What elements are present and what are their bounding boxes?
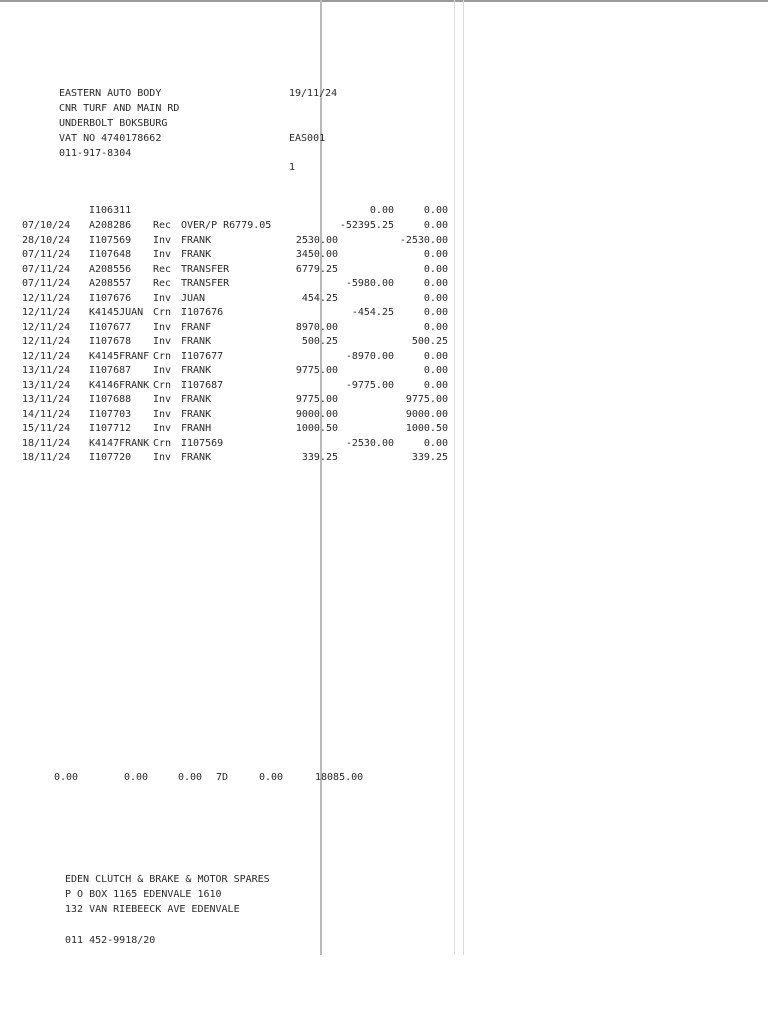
customer-name: EASTERN AUTO BODY	[59, 88, 162, 99]
row-type: Crn	[153, 438, 172, 449]
aging-60-days: 0.00	[178, 772, 203, 783]
row-type: Crn	[153, 307, 172, 318]
row-credit-amount: -9775.00	[345, 380, 394, 391]
row-date: 28/10/24	[22, 235, 71, 246]
row-balance: 0.00	[423, 220, 448, 231]
row-description: FRANK	[181, 336, 212, 347]
customer-vat-number: VAT NO 4740178662	[59, 133, 162, 144]
row-balance: 0.00	[423, 365, 448, 376]
row-reference: A208556	[89, 264, 132, 275]
row-date: 18/11/24	[22, 438, 71, 449]
row-type: Inv	[153, 409, 172, 420]
row-description: FRANK	[181, 249, 212, 260]
row-date: 12/11/24	[22, 351, 71, 362]
row-credit-amount: -5980.00	[345, 278, 394, 289]
row-type: Crn	[153, 380, 172, 391]
opening-amount: 0.00	[369, 205, 394, 216]
row-reference: K4146FRANK	[89, 380, 150, 391]
row-reference: A208557	[89, 278, 132, 289]
row-balance: 9000.00	[405, 409, 448, 420]
row-credit-amount: -2530.00	[345, 438, 394, 449]
row-date: 12/11/24	[22, 336, 71, 347]
row-description: JUAN	[181, 293, 206, 304]
aging-90-days: 0.00	[259, 772, 284, 783]
row-type: Inv	[153, 322, 172, 333]
scan-top-edge	[0, 0, 768, 2]
statement-date: 19/11/24	[289, 88, 338, 99]
row-description: FRANK	[181, 365, 212, 376]
row-description: I107676	[181, 307, 224, 318]
row-balance: 0.00	[423, 293, 448, 304]
row-reference: I107720	[89, 452, 132, 463]
row-type: Inv	[153, 336, 172, 347]
row-date: 13/11/24	[22, 394, 71, 405]
row-description: FRANH	[181, 423, 212, 434]
row-balance: 0.00	[423, 249, 448, 260]
row-type: Rec	[153, 278, 172, 289]
row-balance: 0.00	[423, 351, 448, 362]
row-balance: 0.00	[423, 307, 448, 318]
aging-days-label: 7D	[216, 772, 229, 783]
customer-address-line-1: CNR TURF AND MAIN RD	[59, 103, 180, 114]
row-type: Rec	[153, 220, 172, 231]
row-balance: 0.00	[423, 322, 448, 333]
customer-phone: 011-917-8304	[59, 148, 132, 159]
row-reference: K4145FRANF	[89, 351, 150, 362]
row-type: Crn	[153, 351, 172, 362]
row-description: FRANF	[181, 322, 212, 333]
row-balance: 0.00	[423, 278, 448, 289]
row-reference: K4147FRANK	[89, 438, 150, 449]
row-balance: 0.00	[423, 264, 448, 275]
row-date: 07/11/24	[22, 249, 71, 260]
row-date: 13/11/24	[22, 380, 71, 391]
row-date: 15/11/24	[22, 423, 71, 434]
aging-current: 0.00	[54, 772, 79, 783]
row-debit-amount: 500.25	[301, 336, 338, 347]
row-date: 07/11/24	[22, 264, 71, 275]
row-type: Inv	[153, 452, 172, 463]
row-debit-amount: 6779.25	[295, 264, 338, 275]
row-date: 12/11/24	[22, 307, 71, 318]
row-description: I107677	[181, 351, 224, 362]
aging-30-days: 0.00	[124, 772, 149, 783]
row-debit-amount: 8970.00	[295, 322, 338, 333]
row-description: I107569	[181, 438, 224, 449]
row-credit-amount: -52395.25	[339, 220, 394, 231]
row-type: Inv	[153, 293, 172, 304]
row-reference: I107648	[89, 249, 132, 260]
row-description: FRANK	[181, 394, 212, 405]
supplier-postal-address: P O BOX 1165 EDENVALE 1610	[65, 889, 222, 900]
row-reference: I107677	[89, 322, 132, 333]
row-balance: -2530.00	[399, 235, 448, 246]
row-credit-amount: -8970.00	[345, 351, 394, 362]
row-balance: 500.25	[411, 336, 448, 347]
scan-vertical-line-faint	[463, 0, 464, 955]
row-type: Inv	[153, 365, 172, 376]
customer-address-line-2: UNDERBOLT BOKSBURG	[59, 118, 168, 129]
account-number: EAS001	[289, 133, 326, 144]
row-reference: I107676	[89, 293, 132, 304]
row-date: 07/11/24	[22, 278, 71, 289]
page-number: 1	[289, 162, 296, 173]
row-reference: K4145JUAN	[89, 307, 144, 318]
row-date: 12/11/24	[22, 322, 71, 333]
amount-due-total: 18085.00	[315, 772, 364, 783]
supplier-name: EDEN CLUTCH & BRAKE & MOTOR SPARES	[65, 874, 270, 885]
row-balance: 0.00	[423, 438, 448, 449]
row-date: 13/11/24	[22, 365, 71, 376]
row-debit-amount: 9775.00	[295, 394, 338, 405]
row-debit-amount: 454.25	[301, 293, 338, 304]
row-type: Inv	[153, 249, 172, 260]
row-description: I107687	[181, 380, 224, 391]
row-description: FRANK	[181, 452, 212, 463]
row-debit-amount: 9000.00	[295, 409, 338, 420]
scan-vertical-line-faint	[454, 0, 455, 955]
row-debit-amount: 339.25	[301, 452, 338, 463]
row-credit-amount: -454.25	[351, 307, 394, 318]
row-balance: 9775.00	[405, 394, 448, 405]
supplier-street-address: 132 VAN RIEBEECK AVE EDENVALE	[65, 904, 240, 915]
row-type: Inv	[153, 423, 172, 434]
row-debit-amount: 1000.50	[295, 423, 338, 434]
row-description: TRANSFER	[181, 278, 230, 289]
row-balance: 339.25	[411, 452, 448, 463]
row-date: 07/10/24	[22, 220, 71, 231]
row-reference: I107703	[89, 409, 132, 420]
row-reference: I107688	[89, 394, 132, 405]
row-date: 12/11/24	[22, 293, 71, 304]
row-reference: I107569	[89, 235, 132, 246]
row-description: TRANSFER	[181, 264, 230, 275]
row-description: FRANK	[181, 235, 212, 246]
row-reference: I107687	[89, 365, 132, 376]
row-reference: I107678	[89, 336, 132, 347]
row-description: FRANK	[181, 409, 212, 420]
row-balance: 1000.50	[405, 423, 448, 434]
row-description: OVER/P R6779.05	[181, 220, 272, 231]
row-debit-amount: 2530.00	[295, 235, 338, 246]
row-debit-amount: 3450.00	[295, 249, 338, 260]
supplier-phone: 011 452-9918/20	[65, 935, 156, 946]
row-type: Rec	[153, 264, 172, 275]
row-balance: 0.00	[423, 380, 448, 391]
row-date: 14/11/24	[22, 409, 71, 420]
row-debit-amount: 9775.00	[295, 365, 338, 376]
row-type: Inv	[153, 394, 172, 405]
opening-balance: 0.00	[423, 205, 448, 216]
row-type: Inv	[153, 235, 172, 246]
row-reference: I107712	[89, 423, 132, 434]
row-date: 18/11/24	[22, 452, 71, 463]
opening-reference: I106311	[89, 205, 132, 216]
row-reference: A208286	[89, 220, 132, 231]
